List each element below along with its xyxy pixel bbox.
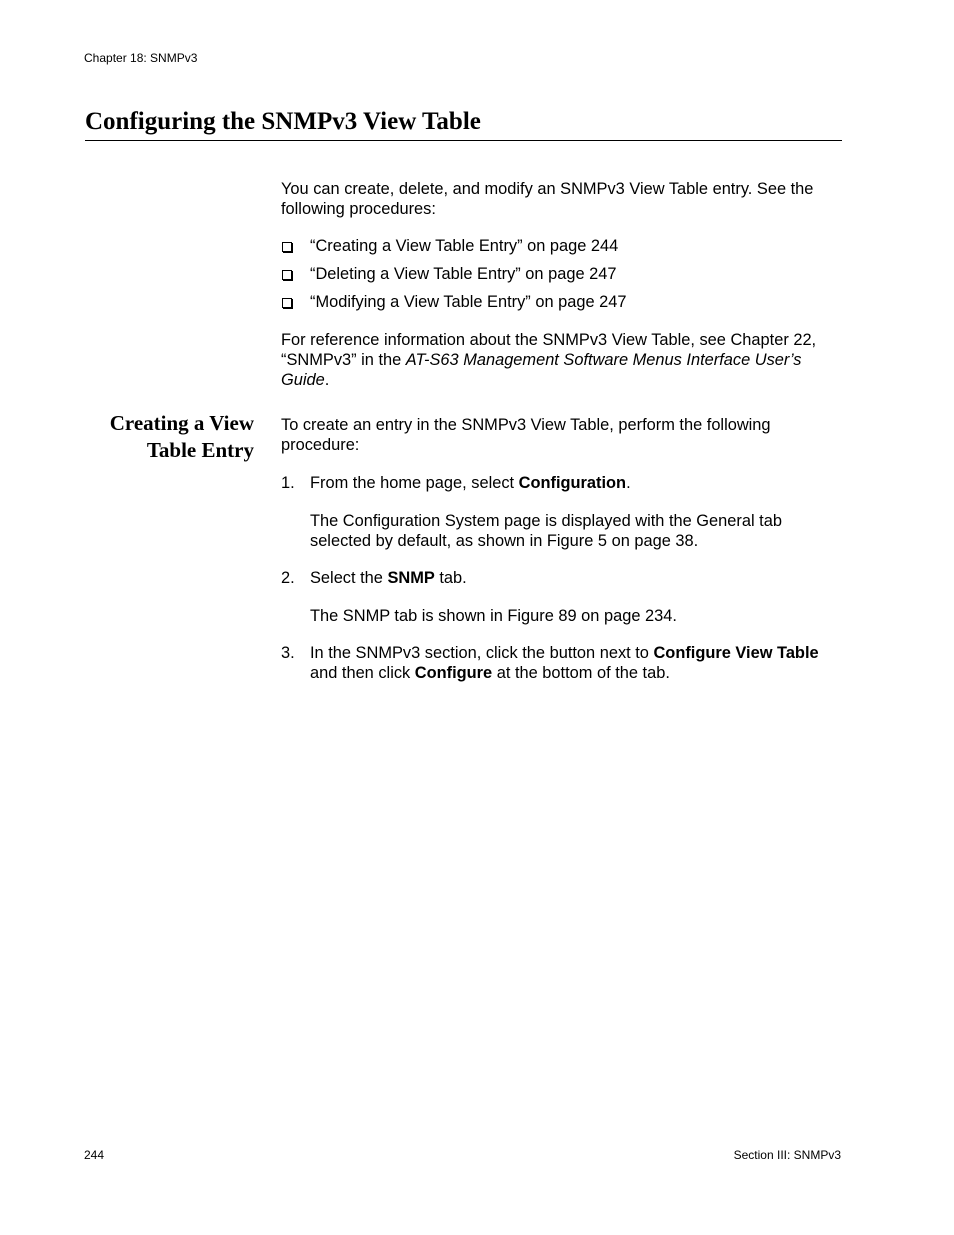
step-text-part: at the bottom of the tab. [492, 664, 670, 682]
step-ui-term: Configure View Table [653, 644, 819, 662]
step-1-note: The Configuration System page is displayed with the General tab selected by default, as shown in Figure 5 on page 38. [310, 512, 782, 550]
reference-suffix: . [324, 371, 330, 389]
step-text-part: From the home page, select [310, 474, 519, 492]
title-rule [85, 140, 842, 141]
running-footer: Section III: SNMPv3 [733, 1148, 841, 1162]
procedure-list [281, 236, 843, 320]
step-text [310, 568, 843, 588]
step-number: 2. [281, 569, 295, 587]
step-text [310, 643, 843, 683]
step-2-note: The SNMP tab is shown in Figure 89 on page 234. [310, 607, 677, 625]
subsection-heading-line2: Table Entry [146, 438, 254, 462]
step-text-part: tab. [434, 569, 467, 587]
step-text-part: . [626, 474, 631, 492]
subsection-heading [84, 410, 254, 464]
intro-paragraph [281, 179, 843, 219]
procedure-intro-text: To create an entry in the SNMPv3 View Table, perform the following procedure: [281, 416, 771, 454]
step-ui-term: Configuration [518, 474, 627, 492]
procedure-item [281, 236, 843, 264]
step-ui-term: Configure [414, 664, 493, 682]
procedure-link[interactable]: “Modifying a View Table Entry” on page 247 [310, 293, 627, 311]
subsection-heading-line1: Creating a View [109, 411, 254, 435]
reference-text [281, 330, 843, 390]
procedure-link[interactable]: “Deleting a View Table Entry” on page 247 [310, 265, 617, 283]
step-text-part: In the SNMPv3 section, click the button next to [310, 644, 654, 662]
step-text [310, 473, 843, 493]
step-ui-term: SNMP [387, 569, 435, 587]
page-number: 244 [84, 1148, 105, 1162]
checkbox-bullet-icon [282, 270, 292, 280]
reference-prefix: For reference information about the SNMPv3 View Table, see Chapter 22, “SNMPv3” in the [281, 331, 817, 369]
step-text-part: and then click [310, 664, 415, 682]
checkbox-bullet-icon [282, 242, 292, 252]
checkbox-bullet-icon [282, 298, 292, 308]
step-number: 1. [281, 474, 295, 492]
procedure-intro [281, 415, 843, 455]
intro-text: You can create, delete, and modify an SNMPv3 View Table entry. See the following procedures: [281, 180, 814, 218]
step-text-part: Select the [310, 569, 388, 587]
section-title: Configuring the SNMPv3 View Table [85, 108, 481, 135]
procedure-item [281, 292, 843, 320]
step-number: 3. [281, 644, 295, 662]
guide-title: AT-S63 Management Software Menus Interface User’s Guide [281, 351, 802, 389]
procedure-item [281, 264, 843, 292]
running-header: Chapter 18: SNMPv3 [84, 51, 198, 65]
reference-paragraph [281, 330, 843, 390]
procedure-link[interactable]: “Creating a View Table Entry” on page 244 [310, 237, 619, 255]
